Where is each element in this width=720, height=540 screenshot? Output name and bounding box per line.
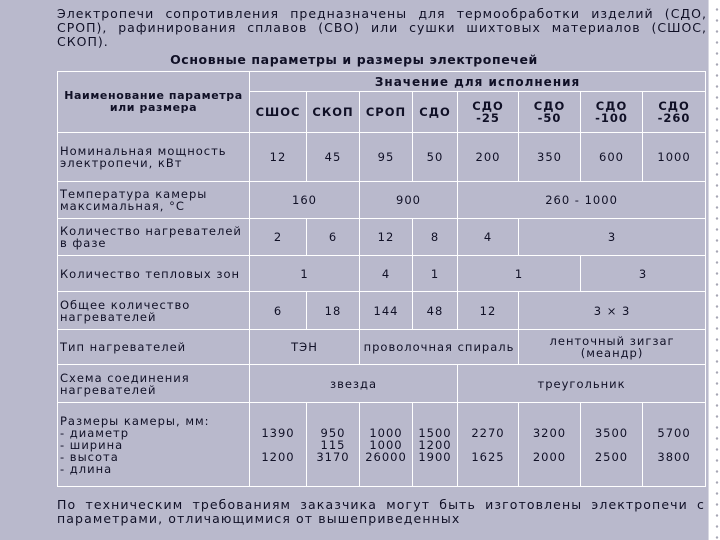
header-row-1 <box>58 72 706 92</box>
table-cell: 2270 1625 <box>458 403 519 487</box>
table-cell: звезда <box>250 365 458 403</box>
table-cell: 12 <box>458 292 519 330</box>
table-cell: 260 - 1000 <box>458 182 706 219</box>
col-header-skop: СКОП <box>307 92 360 133</box>
table-cell: 600 <box>581 133 643 182</box>
name-column-header: Наименование параметра или размера <box>58 72 250 133</box>
table-row-heaters-total <box>58 292 706 330</box>
row-label-temperature: Температура камеры максимальная, °С <box>58 182 250 219</box>
row-label-heaters-total: Общее количество нагревателей <box>58 292 250 330</box>
col-header-sdo-50: СДО -50 <box>519 92 581 133</box>
table-row-temperature <box>58 182 706 219</box>
table-cell: 3200 2000 <box>519 403 581 487</box>
table-cell: 1 <box>458 256 581 292</box>
table-heading: Основные параметры и размеры электропечей <box>170 52 538 67</box>
col-header-sdo-25: СДО -25 <box>458 92 519 133</box>
table-row-heater-type <box>58 330 706 365</box>
table-cell: 1 <box>250 256 360 292</box>
table-cell: 12 <box>250 133 307 182</box>
table-row-heaters-phase <box>58 219 706 256</box>
table-cell: 350 <box>519 133 581 182</box>
table-cell: 4 <box>458 219 519 256</box>
table-cell: 12 <box>360 219 413 256</box>
table-row-power <box>58 133 706 182</box>
table-row-zones <box>58 256 706 292</box>
col-header-sdo-260: СДО -260 <box>643 92 706 133</box>
col-header-sshos: СШОС <box>250 92 307 133</box>
table-row-scheme <box>58 365 706 403</box>
table-cell: 1500 1200 1900 <box>413 403 458 487</box>
table-cell: 900 <box>360 182 458 219</box>
table-cell: 6 <box>307 219 360 256</box>
table-cell: 1 <box>413 256 458 292</box>
row-label-heaters-phase: Количество нагревателей в фазе <box>58 219 250 256</box>
table-cell: 950 115 3170 <box>307 403 360 487</box>
table-cell: 45 <box>307 133 360 182</box>
table-cell: 3 <box>581 256 706 292</box>
page-edge-decoration <box>708 0 720 540</box>
table-cell: 1000 1000 26000 <box>360 403 413 487</box>
table-cell: 2 <box>250 219 307 256</box>
row-label-power: Номинальная мощность электропечи, кВт <box>58 133 250 182</box>
row-label-sizes: Размеры камеры, мм: - диаметр - ширина - высота - длина <box>58 403 250 487</box>
row-label-heater-type: Тип нагревателей <box>58 330 250 365</box>
table-cell: 4 <box>360 256 413 292</box>
table-cell: 48 <box>413 292 458 330</box>
col-header-srop: СРОП <box>360 92 413 133</box>
table-cell: треугольник <box>458 365 706 403</box>
table-cell: 1390 1200 <box>250 403 307 487</box>
intro-text: Электропечи сопротивления предназначены для термообработки изделий (СДО, СРОП), рафинирования сплавов (СВО) или сушки шихтовых материалов (СШОС, СКОП). <box>57 6 707 49</box>
row-label-scheme: Схема соединения нагревателей <box>58 365 250 403</box>
table-cell: 3500 2500 <box>581 403 643 487</box>
col-header-sdo-100: СДО -100 <box>581 92 643 133</box>
table-cell: 3 × 3 <box>519 292 706 330</box>
table-cell: 3 <box>519 219 706 256</box>
table-cell: ТЭН <box>250 330 360 365</box>
row-label-zones: Количество тепловых зон <box>58 256 250 292</box>
col-header-sdo: СДО <box>413 92 458 133</box>
values-column-header: Значение для исполнения <box>250 72 706 92</box>
table-cell: 50 <box>413 133 458 182</box>
parameters-table <box>57 71 706 487</box>
table-cell: 144 <box>360 292 413 330</box>
table-cell: проволочная спираль <box>360 330 519 365</box>
table-cell: ленточный зигзаг (меандр) <box>519 330 706 365</box>
table-cell: 1000 <box>643 133 706 182</box>
table-row-sizes <box>58 403 706 487</box>
table-cell: 6 <box>250 292 307 330</box>
footer-note: По техническим требованиям заказчика могут быть изготовлены электропечи с параметрами, отличающимися от вышеприведенных <box>57 497 705 526</box>
table-cell: 8 <box>413 219 458 256</box>
table-cell: 200 <box>458 133 519 182</box>
table-cell: 95 <box>360 133 413 182</box>
table-cell: 18 <box>307 292 360 330</box>
table-cell: 160 <box>250 182 360 219</box>
table-cell: 5700 3800 <box>643 403 706 487</box>
